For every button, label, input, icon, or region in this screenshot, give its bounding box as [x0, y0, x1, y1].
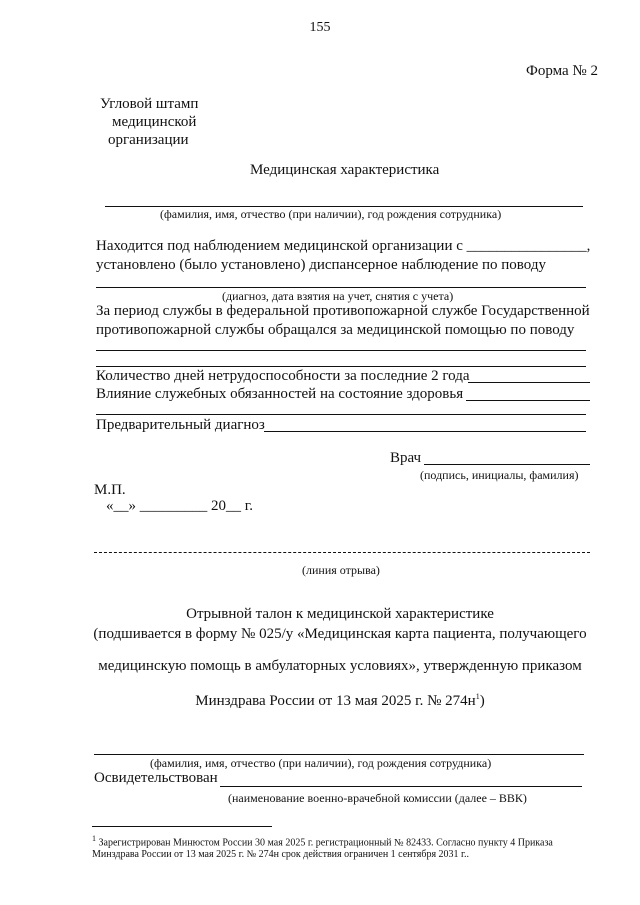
examined-label: Освидетельствован: [94, 770, 218, 786]
date-line: «__» _________ 20__ г.: [106, 498, 253, 514]
influence-field: [466, 400, 590, 401]
service-line2: противопожарной службы обращался за медицинской помощью по поводу: [96, 322, 575, 338]
fio2-hint: (фамилия, имя, отчество (при наличии), год рождения сотрудника): [150, 756, 492, 770]
fio-hint: (фамилия, имя, отчество (при наличии), год рождения сотрудника): [160, 207, 502, 221]
page-number: 155: [309, 20, 331, 35]
diagnosis-line: [96, 287, 586, 288]
stamp-place-label: М.П.: [94, 482, 126, 498]
prelim-diagnosis-label: Предварительный диагноз: [96, 417, 265, 433]
tear-off-label: (линия отрыва): [302, 563, 380, 577]
footnote-line1: [92, 834, 553, 848]
service-line1: За период службы в федеральной противопожарной службе Государственной: [96, 303, 590, 319]
coupon-line4-text: Минздрава России от 13 мая 2025 г. № 274н: [195, 693, 476, 709]
coupon-line3: медицинскую помощь в амбулаторных условиях», утвержденную приказом: [98, 658, 582, 674]
form-label: Форма № 2: [526, 63, 598, 79]
footnote-mark: 1: [92, 834, 96, 843]
doctor-label: Врач: [390, 450, 422, 466]
fio2-line: [94, 754, 584, 755]
tear-off-line: [94, 552, 590, 553]
diagnosis-hint: (диагноз, дата взятия на учет, снятия с учета): [222, 289, 454, 303]
commission-hint: (наименование военно-врачебной комиссии (далее – ВВК): [228, 791, 527, 805]
doctor-signature-field: [424, 464, 590, 465]
footnote-text1: Зарегистрирован Минюстом России 30 мая 2025 г. регистрационный № 82433. Согласно пункту 4 Приказа: [98, 837, 553, 849]
observation-line2: установлено (было установлено) диспансерное наблюдение по поводу: [96, 257, 546, 273]
corner-stamp-line1: Угловой штамп: [100, 96, 199, 112]
sick-days-field: [468, 382, 590, 383]
commission-field: [220, 786, 582, 787]
corner-stamp-line3: организации: [108, 132, 189, 148]
signature-hint: (подпись, инициалы, фамилия): [420, 468, 579, 482]
coupon-line2: (подшивается в форму № 025/у «Медицинская карта пациента, получающего: [93, 626, 587, 642]
sick-days-label: Количество дней нетрудоспособности за последние 2 года: [96, 368, 470, 384]
corner-stamp-line2: медицинской: [112, 114, 197, 130]
service-blank-2: [96, 366, 586, 367]
footnote-ref: 1: [475, 692, 480, 701]
influence-label: Влияние служебных обязанностей на состояние здоровья: [96, 386, 464, 402]
document-title: Медицинская характеристика: [250, 162, 440, 178]
observation-line1: Находится под наблюдением медицинской организации с ________________,: [96, 238, 591, 254]
influence-blank: [96, 414, 586, 415]
footnote-line2: Минздрава России от 13 мая 2025 г. № 274н срок действия ограничен 1 сентября 2031 г..: [92, 849, 470, 860]
service-blank-1: [96, 350, 586, 351]
coupon-line4-end: ): [479, 693, 485, 709]
coupon-line4: [0, 692, 640, 710]
footnote-separator: [92, 826, 272, 827]
prelim-diagnosis-field: [264, 431, 586, 432]
coupon-title: Отрывной талон к медицинской характеристике: [186, 606, 494, 622]
